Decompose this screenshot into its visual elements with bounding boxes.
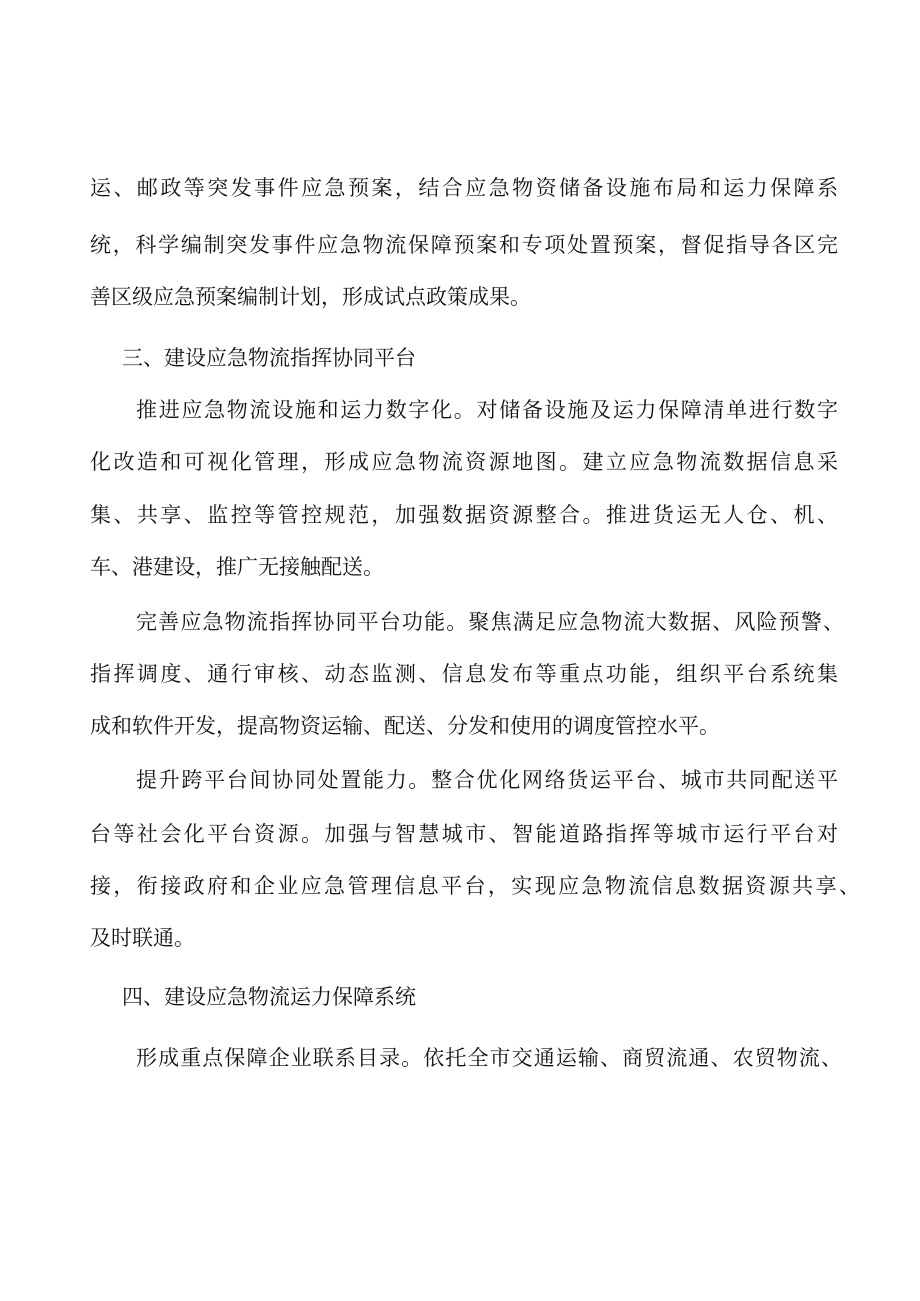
paragraph-2-line-1: 推进应急物流设施和运力数字化。对储备设施及运力保障清单进行数字 — [136, 398, 838, 422]
paragraph-2-line-4: 车、港建设，推广无接触配送。 — [90, 555, 384, 579]
paragraph-4-line-2: 台等社会化平台资源。加强与智慧城市、智能道路指挥等城市运行平台对 — [90, 822, 838, 846]
paragraph-1-line-1: 运、邮政等突发事件应急预案，结合应急物资储备设施布局和运力保障系 — [90, 176, 838, 200]
paragraph-1-line-3: 善区级应急预案编制计划，形成试点政策成果。 — [90, 285, 531, 309]
section-heading-3: 三、建设应急物流指挥协同平台 — [122, 346, 416, 370]
paragraph-3-line-3: 成和软件开发，提高物资运输、配送、分发和使用的调度管控水平。 — [90, 714, 720, 738]
paragraph-2-line-2: 化改造和可视化管理，形成应急物流资源地图。建立应急物流数据信息采 — [90, 450, 838, 474]
paragraph-4-line-4: 及时联通。 — [90, 926, 195, 950]
paragraph-1-line-2: 统，科学编制突发事件应急物流保障预案和专项处置预案，督促指导各区完 — [90, 233, 838, 257]
paragraph-3-line-1: 完善应急物流指挥协同平台功能。聚焦满足应急物流大数据、风险预警、 — [136, 610, 844, 634]
paragraph-4-line-1: 提升跨平台间协同处置能力。整合优化网络货运平台、城市共同配送平 — [136, 768, 838, 792]
section-heading-4: 四、建设应急物流运力保障系统 — [122, 985, 416, 1009]
paragraph-4-line-3: 接，衔接政府和企业应急管理信息平台，实现应急物流信息数据资源共享、 — [90, 874, 860, 898]
paragraph-5-line-1: 形成重点保障企业联系目录。依托全市交通运输、商贸流通、农贸物流、 — [136, 1046, 842, 1070]
paragraph-2-line-3: 集、共享、监控等管控规范，加强数据资源整合。推进货运无人仓、机、 — [90, 503, 838, 527]
paragraph-3-line-2: 指挥调度、通行审核、动态监测、信息发布等重点功能，组织平台系统集 — [90, 662, 838, 686]
